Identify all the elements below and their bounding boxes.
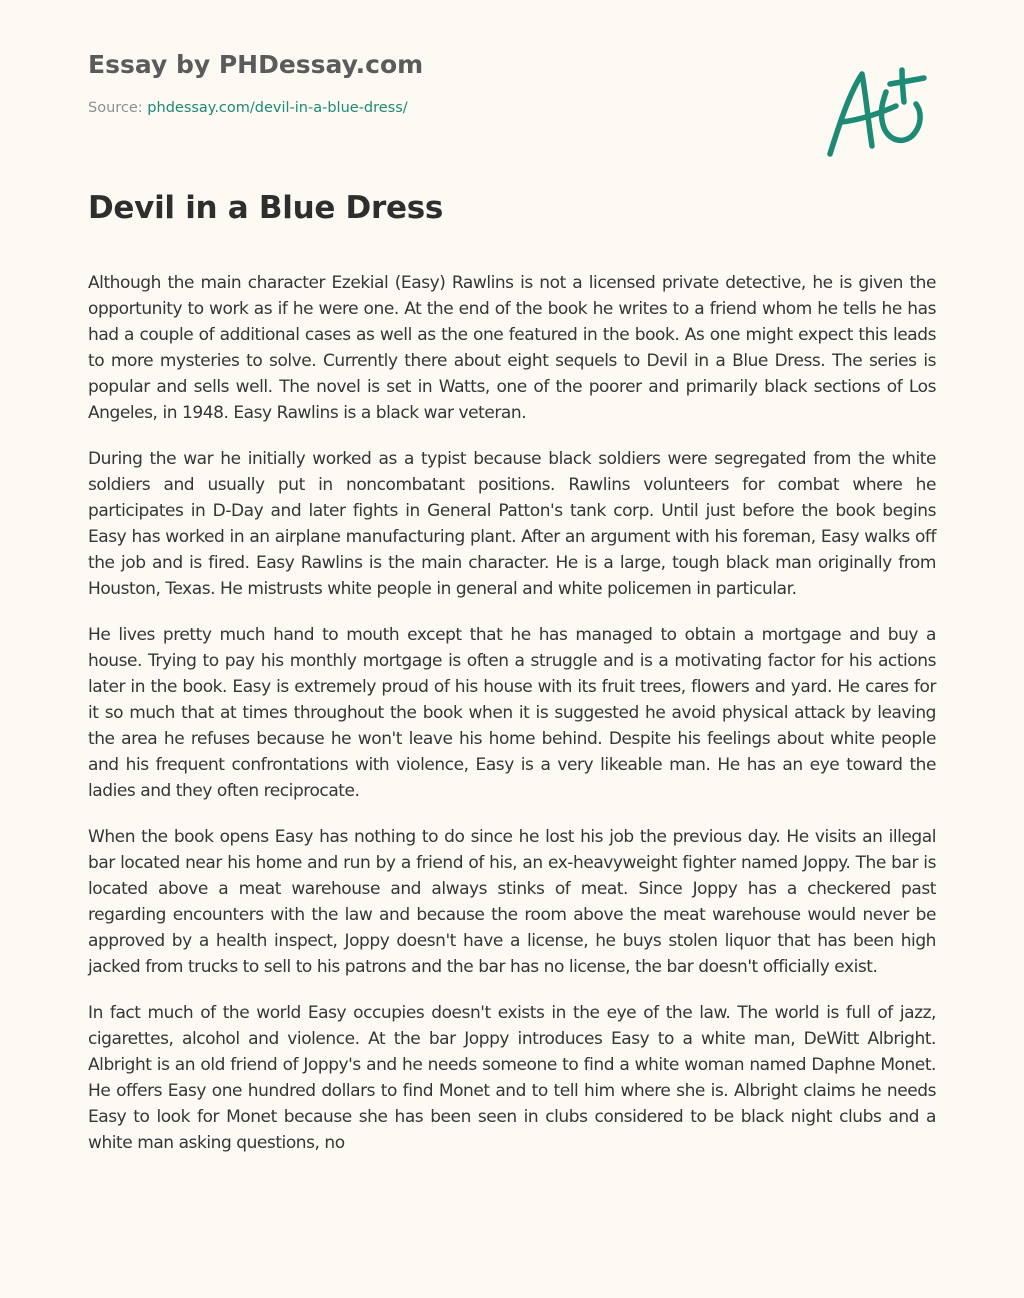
source-line	[88, 100, 408, 116]
source-link[interactable]: phdessay.com/devil-in-a-blue-dress/	[147, 100, 408, 116]
essay-body	[88, 270, 936, 1176]
essay-paragraph: Although the main character Ezekial (Easy) Rawlins is not a licensed private detective, he is given the opportunity to work as if he were one. At the end of the book he writes to a friend whom he tells he has had a couple of additional cases as well as the one featured in the book. As one might expect this leads to more mysteries to solve. Currently there about eight sequels to Devil in a Blue Dress. The series is popular and sells well. The novel is set in Watts, one of the poorer and primarily black sections of Los Angeles, in 1948. Easy Rawlins is a black war veteran.	[88, 273, 936, 423]
essay-paragraph: When the book opens Easy has nothing to do since he lost his job the previous day. He visits an illegal bar located near his home and run by a friend of his, an ex-heavyweight fighter named Joppy. The bar is located above a meat warehouse and always stinks of meat. Since Joppy has a checkered past regarding encounters with the law and because the room above the meat warehouse would never be approved by a health inspect, Joppy doesn't have a license, he buys stolen liquor that has been high jacked from trucks to sell to his patrons and the bar has no license, the bar doesn't officially exist.	[88, 827, 936, 977]
essay-paragraph: In fact much of the world Easy occupies doesn't exists in the eye of the law. The world is full of jazz, cigarettes, alcohol and violence. At the bar Joppy introduces Easy to a white man, DeWitt Albright. Albright is an old friend of Joppy's and he needs someone to find a white woman named Daphne Monet. He offers Easy one hundred dollars to find Monet and to tell him where she is. Albright claims he needs Easy to look for Monet because she has been seen in clubs considered to be black night clubs and a white man asking questions, no	[88, 1003, 936, 1153]
essay-paragraph: During the war he initially worked as a typist because black soldiers were segregated from the white soldiers and usually put in noncombatant positions. Rawlins volunteers for combat where he participates in D-Day and later fights in General Patton's tank corp. Until just before the book begins Easy has worked in an airplane manufacturing plant. After an argument with his foreman, Easy walks off the job and is fired. Easy Rawlins is the main character. He is a large, tough black man originally from Houston, Texas. He mistrusts white people in general and white policemen in particular.	[88, 449, 936, 599]
site-name: Essay by PHDessay.com	[88, 50, 424, 79]
a-plus-logo-icon	[818, 62, 934, 162]
essay-paragraph: He lives pretty much hand to mouth except that he has managed to obtain a mortgage and buy a house. Trying to pay his monthly mortgage is often a struggle and is a motivating factor for his actions later in the book. Easy is extremely proud of his house with its fruit trees, flowers and yard. He cares for it so much that at times throughout the book when it is suggested he avoid physical attack by leaving the area he refuses because he won't leave his home behind. Despite his feelings about white people and his frequent confrontations with violence, Easy is a very likeable man. He has an eye toward the ladies and they often reciprocate.	[88, 625, 936, 801]
source-label: Source:	[88, 100, 148, 116]
essay-title: Devil in a Blue Dress	[88, 190, 443, 226]
